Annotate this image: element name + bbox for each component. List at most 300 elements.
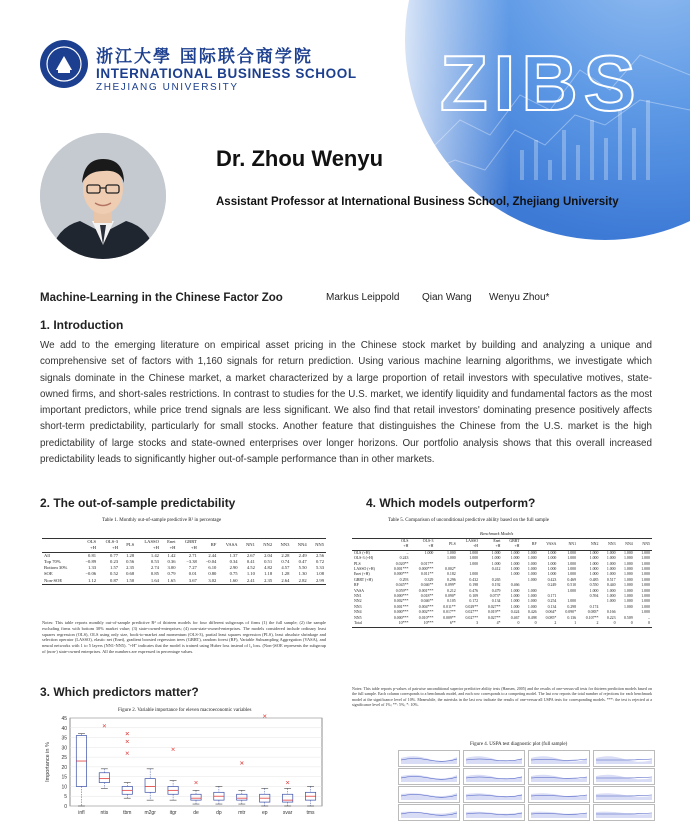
uspa-mini-plot: [398, 750, 460, 767]
table5-cell: 1.000: [547, 550, 557, 555]
table1-header-cell: NN5: [315, 542, 324, 548]
table5-cell: 0.424: [510, 610, 520, 615]
table1: [42, 538, 326, 585]
intro-text: We add to the emerging literature on empirical asset pricing in the Chinese stock market by building and analyzing a unique and comprehensive set of factors with 1,160 signals for return prediction. Using various machine learning algorithms, we investigate which signals dominate in the Chinese market, a market characterized by a large proportion of retail investors with speculative motives, state-owned firms, and short-sales restrictions. In contrast to studies for the U.S. market, we identify liquidity and fundamental factors as the most important predictors, while price trend signals are less significant. We also find that retail investors' dominating presence positively affects short-term predictability, particularly for small stocks. Another feature that distinguishes the Chinese from the U.S. market is the high predictability of large stocks and state-owned enterprises over longer horizons. Our portfolio analysis shows that this overall increased predictability leads to significantly higher out-of-sample performance than in other markets.: [40, 340, 652, 466]
table5-cell: 1.000: [641, 604, 650, 609]
presenter-name: Dr. Zhou Wenyu: [216, 146, 384, 171]
table5-cell: 1.000: [589, 572, 599, 577]
outlier-mark: [263, 715, 266, 718]
table1-cell: 4.57: [281, 565, 290, 571]
table1-cell: 2.74: [150, 565, 159, 571]
table5-cell: 1.000: [527, 567, 537, 572]
y-tick-label: 30: [61, 745, 67, 752]
table1-cell: 5.33: [315, 565, 324, 571]
table1-cell: 0.53: [150, 558, 159, 564]
table5-cell: 1.000: [510, 550, 520, 555]
table1-cell: 2.56: [315, 552, 324, 558]
table5-cell: 1.000: [446, 556, 456, 561]
table1-cell: 6.10: [208, 565, 217, 571]
table1-cell: 2.35: [126, 565, 135, 571]
table1-cell: 2.28: [281, 552, 290, 558]
table5-cell: RF: [354, 583, 359, 588]
table5-cell: 10***: [423, 621, 434, 626]
table5-cell: 0.064*: [545, 610, 557, 615]
table1-cell: 1.18: [264, 571, 273, 577]
table1-cell: 3.00: [167, 565, 176, 571]
table5-cell: 1.000: [510, 572, 520, 577]
zibs-banner: ZIBS: [440, 39, 642, 127]
table1-cell: 1.57: [110, 565, 119, 571]
table1-cell: 0.74: [281, 558, 290, 564]
table5-cell: 0.107**: [585, 615, 599, 620]
table5-cell: 1.000: [606, 567, 616, 572]
table5-cell: 0.000***: [418, 567, 434, 572]
table5-cell: 0.011**: [420, 572, 434, 577]
table5-cell: 0.223: [606, 615, 616, 620]
table5-header-cell: Enet +H: [493, 539, 501, 549]
table5-cell: NN4: [354, 610, 362, 615]
table5-cell: 0.198: [469, 583, 479, 588]
table5-cell: 1.000: [641, 594, 650, 599]
x-tick-label: ntis: [100, 810, 109, 816]
table5-cell: 0.020**: [395, 561, 409, 566]
x-tick-label: itgr: [169, 810, 177, 816]
table5-cell: NN5: [354, 615, 362, 620]
table5: [352, 538, 652, 628]
table5-header-row: [352, 539, 652, 551]
table5-cell: 1.000: [641, 583, 650, 588]
table5-cell: 1.000: [606, 588, 616, 593]
table1-cell: 0.79: [167, 571, 176, 577]
table5-cell: 1.000: [641, 561, 650, 566]
table1-header-cell: OLS +H: [87, 539, 97, 551]
table5-cell: 1.000: [641, 599, 650, 604]
table5-cell: 1.000: [623, 594, 633, 599]
table5-cell: 0.000***: [393, 572, 409, 577]
table5-cell: 0.046**: [420, 583, 434, 588]
table5-cell: 1.000: [567, 550, 577, 555]
table5-header-cell: LASSO +H: [465, 539, 479, 549]
table1-cell: 7.27: [188, 565, 197, 571]
table5-header-cell: GBRT +H: [509, 539, 520, 549]
table5-cell: 0.134: [547, 604, 557, 609]
table5-cell: 1.000: [527, 577, 537, 582]
table1-cell: 0.80: [208, 571, 217, 577]
uspa-mini-plot: [463, 768, 525, 785]
table1-cell: 0.72: [315, 558, 324, 564]
table5-cell: 0.466: [510, 583, 520, 588]
table1-cell: 2.71: [188, 552, 197, 558]
table5-cell: 1.000: [547, 561, 557, 566]
table1-cell: 2.41: [246, 577, 255, 583]
table5-cell: 1.000: [606, 561, 616, 566]
zju-seal-icon: [40, 40, 88, 88]
x-tick-label: mtr: [238, 810, 246, 816]
table5-cell: 1.000: [527, 599, 537, 604]
table5-cell: 1.000: [510, 604, 520, 609]
table1-cell: 1.30: [298, 571, 307, 577]
table5-cell: 0.136: [567, 615, 577, 620]
table5-cell: 1.000: [641, 550, 650, 555]
table5-cell: 10***: [398, 621, 409, 626]
table1-cell: 1.33: [88, 565, 97, 571]
table5-cell: 1.000: [469, 550, 479, 555]
table5-cell: 0.249: [547, 583, 557, 588]
table1-cell: 1.64: [150, 577, 159, 583]
table1-cell: Top 70%: [44, 558, 61, 564]
table5-cell: 0.293: [399, 577, 409, 582]
table1-cell: −3.38: [186, 558, 197, 564]
table1-cell: 1.10: [246, 571, 255, 577]
table5-cell: 0.265: [491, 577, 501, 582]
table5-cell: –: [648, 615, 650, 620]
table5-cell: 0.440: [606, 583, 616, 588]
table1-cell: 2.82: [298, 577, 307, 583]
table5-cell: 1.000: [589, 556, 599, 561]
table1-cell: 4.82: [264, 565, 273, 571]
table5-cell: 1.000: [589, 561, 599, 566]
table1-cell: 1.37: [229, 552, 238, 558]
table5-cell: OLS (+H): [354, 550, 370, 555]
table1-header-cell: LASSO +H: [144, 539, 159, 551]
portrait-photo: [40, 133, 166, 259]
table5-cell: 1.000: [567, 572, 577, 577]
table5-cell: 1.000: [623, 567, 633, 572]
table1-header-cell: RF: [210, 542, 217, 548]
table5-cell: 0: [517, 621, 520, 626]
table5-cell: NN3: [354, 604, 362, 609]
table5-cell: 0.027**: [465, 615, 479, 620]
x-tick-label: tbm: [123, 810, 132, 816]
table1-cell: 0.01: [188, 571, 197, 577]
table1-header-cell: NN4: [297, 542, 307, 548]
school-name-en: INTERNATIONAL BUSINESS SCHOOL: [96, 66, 357, 81]
table5-cell: 1.000: [547, 567, 557, 572]
uspa-mini-plot: [593, 804, 655, 821]
table5-cell: 0.298: [567, 604, 577, 609]
x-tick-label: de: [193, 810, 199, 816]
table5-cell: 0.329: [424, 577, 434, 582]
table5-cell: 1.000: [641, 556, 650, 561]
table5-cell: NN1: [354, 594, 362, 599]
table5-cell: 1.000: [623, 583, 633, 588]
table1-cell: 2.04: [264, 552, 273, 558]
table1-cell: 1.28: [126, 552, 135, 558]
table5-cell: 0.019**: [487, 610, 501, 615]
table5-header-cell: PLS: [449, 541, 456, 546]
x-tick-label: infl: [78, 810, 85, 816]
table5-cell: 1.000: [606, 594, 616, 599]
table5-cell: –: [406, 550, 409, 555]
table5-cell: 0.001***: [393, 604, 409, 609]
table5-cell: 0.423: [547, 577, 557, 582]
table5-header-cell: OLS +H: [401, 539, 409, 549]
section-4-heading: 4. Which models outperform?: [366, 496, 536, 510]
table5-cell: 0.099*: [445, 583, 456, 588]
uspa-mini-plot: [528, 786, 590, 803]
table5-cell: 1.000: [510, 567, 520, 572]
table1-cell: 0.68: [126, 571, 135, 577]
table1-cell: 1.08: [315, 571, 324, 577]
table1-header-cell: GBRT +H: [184, 539, 197, 551]
table5-cell: 0.001***: [418, 588, 434, 593]
table5-cell: 0.002***: [393, 599, 409, 604]
table5-cell: 1.000: [589, 588, 599, 593]
table5-cell: 0.011**: [443, 604, 456, 609]
table5-cell: 1.000: [527, 556, 537, 561]
table5-cell: 1.000: [491, 550, 501, 555]
table5-cell: 1.000: [589, 550, 599, 555]
table1-cell: 2.64: [281, 577, 290, 583]
table5-cell: Enet (+H): [354, 572, 370, 577]
y-tick-label: 35: [61, 735, 67, 742]
table5-cell: 0.296: [446, 577, 456, 582]
table1-cell: −0.04: [205, 558, 217, 564]
table5-cell: 1.000: [527, 572, 537, 577]
intro-heading: 1. Introduction: [40, 318, 124, 332]
table1-header-row: [42, 539, 326, 553]
table1-cell: Bottom 30%: [44, 565, 68, 571]
uspa-mini-plot: [398, 768, 460, 785]
table5-cell: 0.090*: [445, 594, 456, 599]
table5-cell: 1.000: [527, 594, 537, 599]
table5-cell: 1.000: [469, 561, 479, 566]
benchmark-models-label: Benchmark Models: [480, 531, 514, 536]
table5-cell: 4*: [496, 621, 501, 626]
table5-cell: 1.000: [547, 572, 557, 577]
table1-header-cell: Enet +H: [167, 539, 176, 551]
table5-cell: 0.001***: [393, 567, 409, 572]
table5-cell: 0.426: [527, 610, 537, 615]
table5-cell: 1.000: [567, 599, 577, 604]
table5-header-cell: NN1: [568, 541, 577, 546]
table1-header-cell: NN3: [280, 542, 290, 548]
table5-cell: 0.243: [399, 556, 409, 561]
table5-header-cell: VASA: [546, 541, 557, 546]
uspa-mini-plot: [528, 768, 590, 785]
table1-cell: 1.60: [229, 577, 238, 583]
table5-cell: 1.000: [623, 561, 633, 566]
uspa-mini-plot: [593, 768, 655, 785]
table1-cell: 0.36: [167, 558, 176, 564]
table5-cell: 0.027**: [487, 615, 501, 620]
table5-cell: 1.000: [641, 567, 650, 572]
table5-cell: 0.134: [491, 599, 501, 604]
table1-header-cell: PLS: [126, 542, 135, 548]
table5-cell: 0.166: [606, 610, 616, 615]
table5-cell: 0.172: [469, 599, 479, 604]
table5-cell: 1.000: [623, 577, 633, 582]
table5-cell: 0.594: [589, 594, 599, 599]
table5-cell: 1.000: [641, 610, 650, 615]
table5-cell: 0.059**: [395, 588, 409, 593]
author-2: Qian Wang: [422, 292, 472, 303]
table5-cell: 1.000: [567, 588, 577, 593]
table5-cell: 0.109: [469, 594, 479, 599]
y-tick-label: 45: [61, 716, 67, 722]
table5-cell: 1.000: [491, 556, 501, 561]
table5-cell: 1.000: [527, 550, 537, 555]
table1-cell: 0.56: [126, 558, 135, 564]
table1-cell: 1.28: [281, 571, 290, 577]
table5-cell: 1.000: [641, 577, 650, 582]
table5-cell: 1.000: [589, 567, 599, 572]
table1-row: [42, 578, 326, 585]
table1-cell: 0.47: [298, 558, 307, 564]
table1-header-cell: NN1: [245, 542, 255, 548]
author-3: Wenyu Zhou*: [489, 292, 550, 303]
y-tick-label: 10: [61, 784, 67, 791]
table5-cell: 0.469: [567, 577, 577, 582]
table5-cell: 1.000: [623, 572, 633, 577]
table5-cell: 1.000: [606, 572, 616, 577]
table5-caption: Table 5. Comparison of unconditional predictive ability based on the full sample: [388, 518, 550, 523]
table1-cell: 2.35: [264, 577, 273, 583]
y-tick-label: 15: [61, 774, 67, 781]
presenter-role: Assistant Professor at International Business School, Zhejiang University: [216, 196, 619, 208]
uspa-mini-plot: [463, 750, 525, 767]
table5-cell: 1.000: [510, 594, 520, 599]
table5-cell: PLS: [354, 561, 361, 566]
table1-cell: 0.51: [264, 558, 273, 564]
table5-cell: 0.029**: [465, 604, 479, 609]
table5-cell: 1.000: [527, 561, 537, 566]
table1-cell: 0.77: [110, 552, 119, 558]
table5-cell: Total: [354, 621, 362, 626]
table5-cell: 0.009**: [443, 615, 456, 620]
table5-cell: 0.000***: [393, 610, 409, 615]
plot-frame: [70, 718, 322, 806]
table5-cell: LASSO (+H): [354, 567, 375, 572]
uspa-mini-plot: [463, 786, 525, 803]
table1-cell: 1.42: [150, 552, 159, 558]
x-tick-label: m2gr: [144, 810, 156, 816]
table5-cell: 1.000: [567, 556, 577, 561]
table1-cell: All: [44, 552, 50, 558]
x-tick-label: tms: [306, 810, 315, 816]
table5-cell: 0.083*: [587, 610, 599, 615]
table5-header-cell: [352, 539, 385, 551]
table5-cell: 0.476: [469, 588, 479, 593]
table1-cell: 0.23: [110, 558, 119, 564]
table5-cell: 0: [534, 621, 537, 626]
table5-cell: 1.000: [446, 550, 456, 555]
table5-header-cell: NN5: [642, 541, 650, 546]
table1-cell: 1.12: [88, 577, 97, 583]
table5-cell: 1.000: [469, 572, 479, 577]
figure2-caption: Figure 2. Variable importance for eleven macroeconomic variables: [118, 708, 252, 713]
table1-cell: 3.02: [208, 577, 217, 583]
table5-header-cell: RF: [531, 541, 537, 546]
table5-cell: OLS-3 (+H): [354, 556, 374, 561]
table5-cell: 1.000: [527, 604, 537, 609]
table5-cell: 0: [648, 621, 650, 626]
uspa-mini-plot: [398, 804, 460, 821]
table5-cell: 1.000: [547, 556, 557, 561]
table5-cell: 0.412: [491, 567, 501, 572]
table1-cell: SOE: [44, 571, 53, 577]
table5-cell: 0: [613, 621, 616, 626]
table5-cell: 1.000: [623, 604, 633, 609]
table5-cell: 0.018**: [420, 594, 434, 599]
table5-cell: 1.000: [623, 599, 633, 604]
uspa-mini-plot: [528, 750, 590, 767]
table5-header-cell: NN2: [590, 541, 599, 546]
table5-cell: 0.000***: [393, 615, 409, 620]
table5-cell: 1.000: [491, 561, 501, 566]
table5-cell: 1.000: [606, 599, 616, 604]
table5-cell: 1.000: [469, 556, 479, 561]
table5-cell: 2: [554, 621, 557, 626]
table5-cell: 0.046**: [420, 599, 434, 604]
table5-cell: 1.000: [641, 588, 650, 593]
table5-cell: 1.000: [567, 561, 577, 566]
uspa-diagnostic-grid: [398, 750, 654, 820]
table5-cell: 1.000: [510, 556, 520, 561]
y-axis-label: Importance in %: [45, 742, 51, 782]
table5-row: [352, 621, 652, 627]
table1-cell: Non-SOE: [44, 577, 63, 583]
table1-cell: −0.89: [85, 558, 97, 564]
table1-cell: 0.41: [246, 558, 255, 564]
table5-cell: 1.000: [424, 550, 434, 555]
uspa-mini-plot: [528, 804, 590, 821]
table5-cell: 0.045**: [395, 583, 409, 588]
table1-cell: 2.90: [229, 565, 238, 571]
table5-cell: 0.017**: [443, 610, 456, 615]
table5-cell: 1.000: [606, 550, 616, 555]
table5-cell: 0.090*: [565, 610, 577, 615]
table1-header-cell: [42, 539, 79, 553]
table5-cell: 0.212: [446, 588, 456, 593]
table5-cell: 0.174: [589, 604, 599, 609]
table1-caption: Table 1. Monthly out-of-sample predictive R² in percentage: [102, 518, 222, 523]
table5-cell: 6**: [449, 621, 456, 626]
table5-cell: 0.002***: [418, 610, 434, 615]
table5-cell: 1.000: [623, 556, 633, 561]
table1-cell: −0.06: [85, 571, 97, 577]
table1-cell: 2.99: [315, 577, 324, 583]
table5-cell: 0.485: [589, 577, 599, 582]
table1-header-cell: VASA: [225, 542, 238, 548]
uspa-mini-plot: [398, 786, 460, 803]
table5-cell: 0.171: [547, 594, 557, 599]
table1-header-cell: OLS-3 +H: [105, 539, 119, 551]
school-name-cn: 浙江大學 国际联合商学院: [96, 47, 313, 67]
y-tick-label: 25: [61, 755, 67, 762]
table5-cell: 1.000: [527, 588, 537, 593]
table1-cell: 5.50: [298, 565, 307, 571]
table5-cell: 0.550: [589, 583, 599, 588]
table5-cell: 0.192: [491, 583, 501, 588]
table1-cell: 0.81: [88, 552, 97, 558]
table1-cell: 4.52: [246, 565, 255, 571]
table5-cell: 1.000: [623, 588, 633, 593]
paper-title: Machine-Learning in the Chinese Factor Zoo: [40, 292, 283, 304]
table5-cell: 0.254: [547, 599, 557, 604]
y-tick-label: 40: [61, 725, 67, 732]
y-tick-label: 0: [64, 804, 67, 810]
uspa-mini-plot: [463, 804, 525, 821]
table5-cell: 0.105: [446, 599, 456, 604]
table5-cell: 0.027**: [487, 604, 501, 609]
uspa-mini-plot: [593, 750, 655, 767]
table5-cell: 0: [630, 621, 633, 626]
table5-cell: 0.510: [567, 583, 577, 588]
table5-cell: 0.498: [527, 615, 537, 620]
table5-cell: 0.509: [623, 615, 633, 620]
table5-cell: 1.000: [606, 556, 616, 561]
